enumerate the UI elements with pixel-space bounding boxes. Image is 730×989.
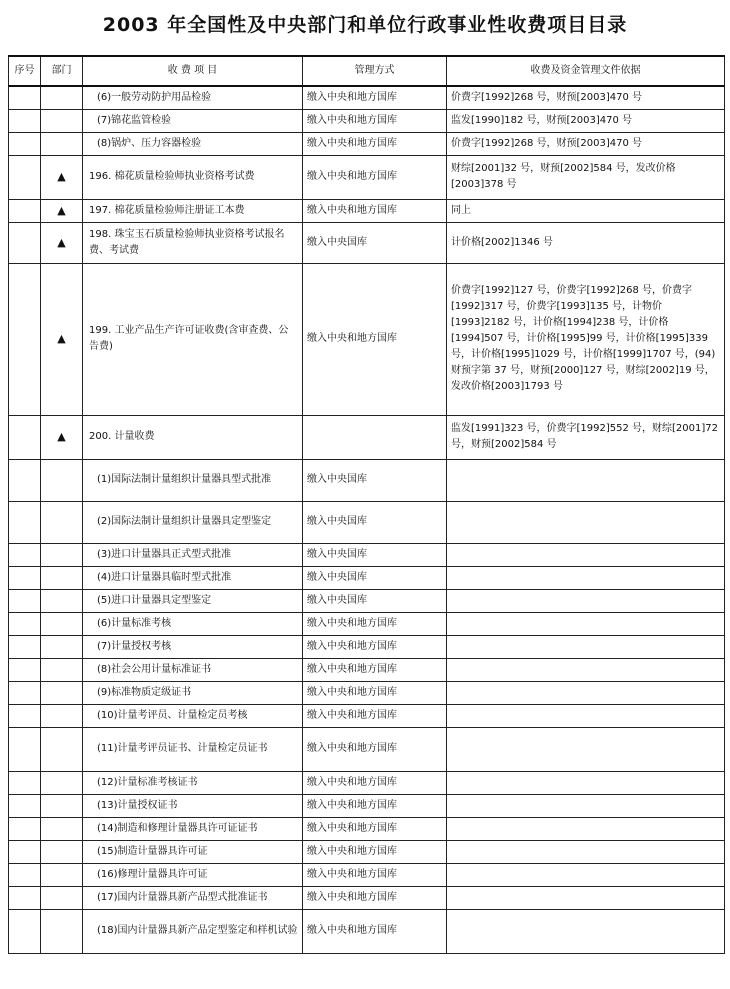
dept-cell [41,612,83,635]
mgmt-cell: 缴入中央和地方国库 [303,771,447,794]
header-mgmt: 管理方式 [303,56,447,86]
item-cell: (6)计量标准考核 [83,612,303,635]
basis-cell [447,501,725,543]
mgmt-cell: 缴入中央和地方国库 [303,817,447,840]
table-row [9,132,725,155]
table-row [9,263,725,415]
basis-cell [447,589,725,612]
seq-cell [9,86,41,109]
item-cell: (3)进口计量器具正式型式批准 [83,543,303,566]
fee-catalog-table [8,55,725,954]
item-cell: (4)进口计量器具临时型式批准 [83,566,303,589]
dept-cell [41,727,83,771]
seq-cell [9,817,41,840]
table-row [9,109,725,132]
basis-cell: 价费字[1992]127 号，价费字[1992]268 号，价费字[1992]317 号，价费字[1993]135 号，计物价[1993]2182 号，计价格[1994]238 号，计价格[1994]507 号，计价格[1995]99 号，计价格[1995]339 号，计价格[1995]1029 号，计价格[1999]1707 号，(94)财预字第 37 号，财预[2000]127 号，财综[2002]19 号，发改价格[2003]1793 号 [447,263,725,415]
seq-cell [9,222,41,263]
basis-cell [447,727,725,771]
seq-cell [9,612,41,635]
table-row [9,222,725,263]
seq-cell [9,658,41,681]
seq-cell [9,543,41,566]
seq-cell [9,840,41,863]
table-row [9,704,725,727]
mgmt-cell: 缴入中央和地方国库 [303,658,447,681]
basis-cell [447,635,725,658]
basis-cell [447,543,725,566]
basis-cell: 监发[1990]182 号，财预[2003]470 号 [447,109,725,132]
seq-cell [9,501,41,543]
item-cell: (7)计量授权考核 [83,635,303,658]
item-cell: (5)进口计量器具定型鉴定 [83,589,303,612]
basis-cell [447,840,725,863]
dept-cell [41,817,83,840]
item-cell: (8)锅炉、压力容器检验 [83,132,303,155]
table-row [9,635,725,658]
mgmt-cell: 缴入中央和地方国库 [303,840,447,863]
header-dept: 部门 [41,56,83,86]
basis-cell [447,566,725,589]
table-row [9,794,725,817]
item-cell: 198. 珠宝玉石质量检验师执业资格考试报名费、考试费 [83,222,303,263]
dept-cell [41,909,83,953]
dept-cell [41,886,83,909]
mgmt-cell: 缴入中央和地方国库 [303,132,447,155]
mgmt-cell: 缴入中央和地方国库 [303,263,447,415]
mgmt-cell: 缴入中央和地方国库 [303,794,447,817]
seq-cell [9,727,41,771]
item-cell: 197. 棉花质量检验师注册证工本费 [83,199,303,222]
mgmt-cell: 缴入中央国库 [303,566,447,589]
table-row [9,817,725,840]
mgmt-cell: 缴入中央国库 [303,543,447,566]
mgmt-cell: 缴入中央国库 [303,459,447,501]
basis-cell [447,771,725,794]
item-cell: (16)修理计量器具许可证 [83,863,303,886]
seq-cell [9,681,41,704]
mgmt-cell: 缴入中央国库 [303,501,447,543]
mgmt-cell: 缴入中央国库 [303,589,447,612]
basis-cell [447,909,725,953]
header-seq: 序号 [9,56,41,86]
page-title: 2003 年全国性及中央部门和单位行政事业性收费项目目录 [102,14,628,36]
table-row [9,589,725,612]
mgmt-cell: 缴入中央和地方国库 [303,704,447,727]
mgmt-cell: 缴入中央和地方国库 [303,681,447,704]
dept-cell [41,681,83,704]
table-row [9,86,725,109]
seq-cell [9,155,41,199]
dept-cell [41,501,83,543]
basis-cell [447,704,725,727]
mgmt-cell: 缴入中央和地方国库 [303,886,447,909]
basis-cell [447,886,725,909]
table-row [9,909,725,953]
dept-cell [41,771,83,794]
mgmt-cell: 缴入中央和地方国库 [303,863,447,886]
dept-cell [41,459,83,501]
header-basis: 收费及资金管理文件依据 [447,56,725,86]
seq-cell [9,199,41,222]
item-cell: (7)锦花监管检验 [83,109,303,132]
table-row [9,566,725,589]
seq-cell [9,132,41,155]
item-cell: (11)计量考评员证书、计量检定员证书 [83,727,303,771]
table-row [9,863,725,886]
mgmt-cell: 缴入中央和地方国库 [303,612,447,635]
dept-cell [41,635,83,658]
basis-cell [447,658,725,681]
basis-cell: 监发[1991]323 号，价费字[1992]552 号，财综[2001]72 号，财预[2002]584 号 [447,415,725,459]
seq-cell [9,771,41,794]
dept-cell [41,543,83,566]
basis-cell [447,817,725,840]
basis-cell: 价费字[1992]268 号，财预[2003]470 号 [447,132,725,155]
table-row [9,771,725,794]
basis-cell [447,794,725,817]
dept-cell: ▲ [41,222,83,263]
item-cell: 200. 计量收费 [83,415,303,459]
seq-cell [9,589,41,612]
table-body [9,86,725,953]
basis-cell [447,681,725,704]
table-row [9,501,725,543]
seq-cell [9,704,41,727]
table-row [9,727,725,771]
mgmt-cell [303,415,447,459]
mgmt-cell: 缴入中央和地方国库 [303,199,447,222]
table-row [9,886,725,909]
mgmt-cell: 缴入中央和地方国库 [303,909,447,953]
mgmt-cell: 缴入中央和地方国库 [303,86,447,109]
dept-cell [41,86,83,109]
item-cell: (18)国内计量器具新产品定型鉴定和样机试验 [83,909,303,953]
table-row [9,840,725,863]
item-cell: (10)计量考评员、计量检定员考核 [83,704,303,727]
item-cell: 196. 棉花质量检验师执业资格考试费 [83,155,303,199]
dept-cell [41,109,83,132]
dept-cell: ▲ [41,263,83,415]
mgmt-cell: 缴入中央和地方国库 [303,109,447,132]
table-row [9,543,725,566]
seq-cell [9,635,41,658]
mgmt-cell: 缴入中央国库 [303,222,447,263]
dept-cell [41,589,83,612]
table-header-row [9,56,725,86]
seq-cell [9,415,41,459]
basis-cell: 同上 [447,199,725,222]
dept-cell [41,132,83,155]
table-row [9,658,725,681]
seq-cell [9,566,41,589]
item-cell: (2)国际法制计量组织计量器具定型鉴定 [83,501,303,543]
table-row [9,612,725,635]
dept-cell [41,863,83,886]
basis-cell: 价费字[1992]268 号，财预[2003]470 号 [447,86,725,109]
mgmt-cell: 缴入中央和地方国库 [303,635,447,658]
basis-cell [447,863,725,886]
dept-cell: ▲ [41,199,83,222]
seq-cell [9,459,41,501]
item-cell: (9)标准物质定级证书 [83,681,303,704]
dept-cell: ▲ [41,155,83,199]
seq-cell [9,909,41,953]
dept-cell [41,566,83,589]
item-cell: (8)社会公用计量标准证书 [83,658,303,681]
seq-cell [9,886,41,909]
item-cell: (12)计量标准考核证书 [83,771,303,794]
basis-cell [447,459,725,501]
seq-cell [9,263,41,415]
seq-cell [9,863,41,886]
dept-cell [41,704,83,727]
item-cell: (6)一般劳动防护用品检验 [83,86,303,109]
table-row [9,155,725,199]
basis-cell: 财综[2001]32 号，财预[2002]584 号，发改价格[2003]378 号 [447,155,725,199]
dept-cell [41,794,83,817]
item-cell: (13)计量授权证书 [83,794,303,817]
basis-cell: 计价格[2002]1346 号 [447,222,725,263]
table-row [9,199,725,222]
table-row [9,681,725,704]
item-cell: (14)制造和修理计量器具许可证证书 [83,817,303,840]
mgmt-cell: 缴入中央和地方国库 [303,727,447,771]
table-row [9,415,725,459]
item-cell: (15)制造计量器具许可证 [83,840,303,863]
item-cell: 199. 工业产品生产许可证收费(含审查费、公告费) [83,263,303,415]
seq-cell [9,109,41,132]
item-cell: (1)国际法制计量组织计量器具型式批准 [83,459,303,501]
item-cell: (17)国内计量器具新产品型式批准证书 [83,886,303,909]
mgmt-cell: 缴入中央和地方国库 [303,155,447,199]
seq-cell [9,794,41,817]
header-item: 收 费 项 目 [83,56,303,86]
dept-cell [41,658,83,681]
basis-cell [447,612,725,635]
table-row [9,459,725,501]
dept-cell [41,840,83,863]
dept-cell: ▲ [41,415,83,459]
